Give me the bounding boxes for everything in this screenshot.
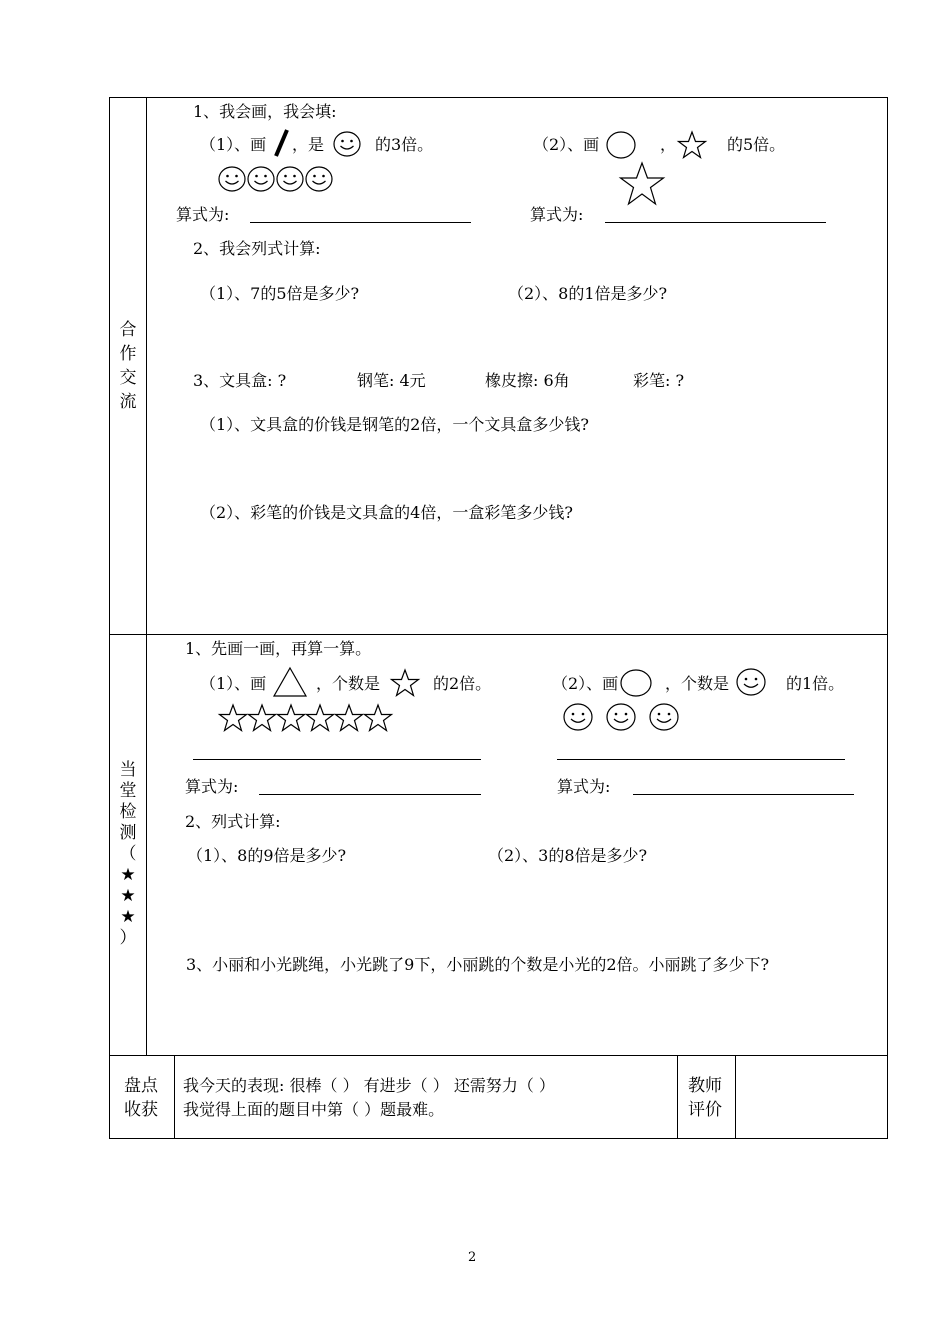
s3-label-line2: 收获 [124, 1100, 158, 1120]
star-icon [677, 131, 707, 159]
star-icon [363, 704, 393, 732]
label-char: 检 [119, 802, 137, 822]
s1-q2b: （2）、8的1倍是多少? [508, 284, 668, 303]
star-icon [334, 704, 364, 732]
s2-q2b: （2）、3的8倍是多少? [488, 846, 648, 865]
s1-answer-line-b[interactable] [605, 222, 826, 223]
star-icon [276, 704, 306, 732]
s1-q3-item-box: 3、文具盒: ? [193, 371, 287, 390]
teacher-evaluation-cell[interactable] [736, 1056, 887, 1138]
label-char: ） [119, 928, 137, 948]
s1-q1a-prefix: （1）、画 [200, 135, 267, 154]
circle-icon [606, 131, 636, 159]
smiley-face-icon [305, 166, 333, 192]
smiley-face-icon [333, 131, 361, 157]
s1-formula-label-b: 算式为: [530, 205, 584, 224]
s1-q3a: （1）、文具盒的价钱是钢笔的2倍，一个文具盒多少钱? [200, 415, 589, 434]
section2-label [116, 760, 140, 949]
s3-label-line1: 盘点 [124, 1076, 158, 1096]
s2-q3: 3、小丽和小光跳绳，小光跳了9下，小丽跳的个数是小光的2倍。小丽跳了多少下? [186, 955, 770, 974]
s1-formula-label-a: 算式为: [176, 205, 230, 224]
s3-teacher-label-line1: 教师 [688, 1076, 722, 1096]
circle-icon [620, 669, 652, 697]
footer-divider-a [174, 1055, 175, 1139]
s2-q1a-mid: ，个数是 [316, 674, 381, 693]
s2-q1a-prefix: （1）、画 [200, 674, 267, 693]
s1-q1-title: 1、我会画，我会填: [193, 102, 337, 121]
s2-formula-label-a: 算式为: [185, 777, 239, 796]
label-char: 测 [119, 823, 137, 843]
s2-q2a: （1）、8的9倍是多少? [187, 846, 347, 865]
s1-q3-item-color-pen: 彩笔: ? [633, 371, 685, 390]
pencil-stroke-icon [272, 128, 292, 160]
star-icon [618, 162, 666, 206]
smiley-face-icon [736, 668, 766, 696]
smiley-face-icon [276, 166, 304, 192]
smiley-face-icon [606, 703, 636, 731]
smiley-face-icon [649, 703, 679, 731]
s2-q1-title: 1、先画一画，再算一算。 [185, 639, 372, 658]
section1-label [116, 318, 140, 414]
s2-q1b-prefix: （2）、画 [552, 674, 619, 693]
label-char: 流 [119, 392, 137, 412]
s2-drawing-line-a[interactable] [193, 759, 481, 760]
s2-answer-line-a[interactable] [259, 794, 481, 795]
star-icon [218, 704, 248, 732]
table-border-left [109, 97, 110, 1139]
smiley-face-icon [563, 703, 593, 731]
smiley-face-icon [247, 166, 275, 192]
s3-hardest-question-line: 我觉得上面的题目中第（ ）题最难。 [183, 1100, 445, 1119]
label-char: 合 [119, 320, 137, 340]
s1-q1b-suffix: 的5倍。 [727, 135, 786, 154]
s2-q2-title: 2、列式计算: [185, 812, 281, 831]
s1-q3-item-pen: 钢笔: 4元 [357, 371, 426, 390]
s1-q1b-prefix: （2）、画 [533, 135, 600, 154]
label-char: 当 [119, 760, 137, 780]
s1-q2a: （1）、7的5倍是多少? [200, 284, 360, 303]
star-rating-icon: ★ [120, 907, 136, 927]
s1-q1b-mid: ， [660, 135, 677, 154]
s1-q3b: （2）、彩笔的价钱是文具盒的4倍，一盒彩笔多少钱? [200, 503, 573, 522]
s3-teacher-label-line2: 评价 [688, 1100, 722, 1120]
s2-q1b-mid: ，个数是 [665, 674, 730, 693]
star-rating-icon: ★ [120, 886, 136, 906]
row-divider-1 [109, 634, 888, 635]
s2-formula-label-b: 算式为: [557, 777, 611, 796]
label-char: （ [119, 844, 137, 864]
s2-answer-line-b[interactable] [633, 794, 854, 795]
s1-q3-item-eraser: 橡皮擦: 6角 [485, 371, 570, 390]
page-number: 2 [468, 1250, 477, 1265]
label-char: 交 [119, 368, 137, 388]
star-rating-icon: ★ [120, 865, 136, 885]
table-border-right [887, 97, 888, 1139]
s2-q1b-suffix: 的1倍。 [786, 674, 845, 693]
label-column-divider [146, 97, 147, 1055]
triangle-icon [273, 667, 307, 697]
footer-divider-b [677, 1055, 678, 1139]
s3-performance-line: 我今天的表现: 很棒（ ） 有进步（ ） 还需努力（ ） [183, 1076, 555, 1095]
smiley-face-icon [218, 166, 246, 192]
s1-q1a-suffix: 的3倍。 [375, 135, 434, 154]
label-char: 作 [119, 344, 137, 364]
s2-drawing-line-b[interactable] [557, 759, 845, 760]
star-icon [305, 704, 335, 732]
table-border-top [109, 97, 888, 98]
s1-q2-title: 2、我会列式计算: [193, 239, 321, 258]
s1-answer-line-a[interactable] [250, 222, 471, 223]
star-icon [247, 704, 277, 732]
s2-q1a-suffix: 的2倍。 [433, 674, 492, 693]
s1-q1a-mid: ，是 [292, 135, 325, 154]
label-char: 堂 [119, 781, 137, 801]
star-icon [390, 669, 420, 697]
table-border-bottom [109, 1138, 888, 1139]
